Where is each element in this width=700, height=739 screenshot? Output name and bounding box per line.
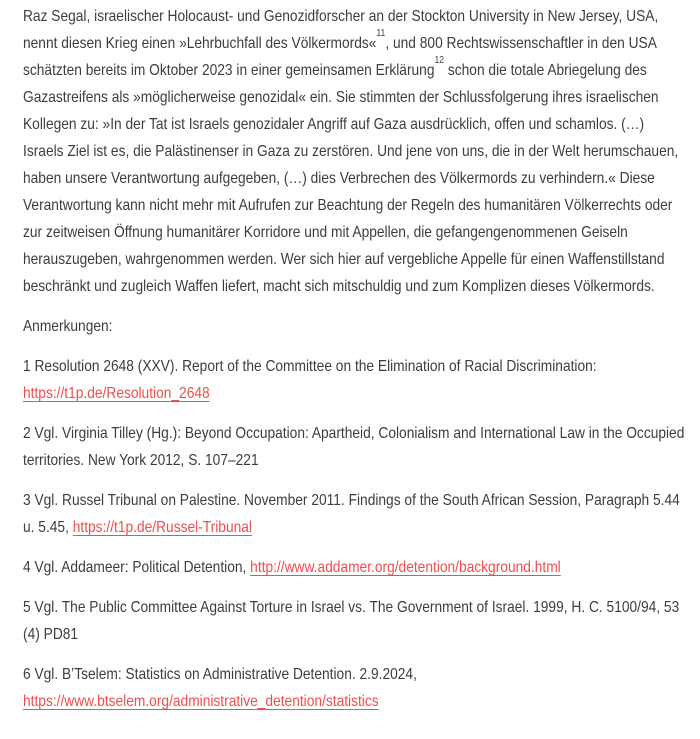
footnote-ref-11: 11 [376, 27, 386, 39]
paragraph-main-text-2: , und 800 Rechtswissenschaftler in den USA schätzten bereits im Oktober 2023 in einer gemeinsamen Erklärung [23, 35, 657, 79]
article-body [23, 3, 685, 715]
annotations-heading: Anmerkungen: [23, 318, 113, 335]
paragraph-main-text-3: schon die totale Abriegelung des Gazastreifens als »möglicherweise genozidal« ein. Sie stimmten der Schlussfolgerung ihres israelischen Kollegen zu: »In der Tat ist Israels genozidaler Angriff auf Gaza ausdrücklich, offen und schamlos. (…) Israels Ziel ist es, die Palästinenser in Gaza zu zerstören. Und jene von uns, die in der Welt herumschauen, haben unsere Verantwortung aufgegeben, (…) dies Verbrechen des Völkermords zu verhindern.« Diese Verantwortung kann nicht mehr mit Aufrufen zur Beachtung der Regeln des humanitären Völkerrechts oder zur zeitweisen Öffnung humanitärer Korridore und mit Appellen, die gefangengenommenen Geiseln herauszugeben, wahrgenommen werden. Wer sich hier auf vergebliche Appelle für einen Waffenstillstand beschränkt und zugleich Waffen liefert, macht sich mitschuldig und zum Komplizen dieses Völkermords. [23, 62, 679, 295]
footnote-3-link[interactable]: https://t1p.de/Russel-Tribunal [72, 519, 252, 536]
footnote-5 [23, 594, 685, 648]
footnote-4-text: 4 Vgl. Addameer: Political Detention, [23, 559, 251, 576]
footnote-5-text: 5 Vgl. The Public Committee Against Torture in Israel vs. The Government of Israel. 1999, H. C. 5100/94, 53 (4) PD81 [23, 599, 680, 643]
paragraph-main [23, 3, 685, 300]
footnote-3-text: 3 Vgl. Russel Tribunal on Palestine. November 2011. Findings of the South African Session, Paragraph 5.44 u. 5.45, [23, 492, 680, 536]
footnote-6 [23, 661, 685, 715]
footnote-4-link[interactable]: http://www.addamer.org/detention/background.html [250, 559, 561, 576]
paragraph-main-text-1: Raz Segal, israelischer Holocaust- und Genozidforscher an der Stockton University in New Jersey, USA, nennt diesen Krieg einen »Lehrbuchfall des Völkermords« [23, 8, 659, 52]
footnote-1-link[interactable]: https://t1p.de/Resolution_2648 [23, 385, 210, 402]
footnote-4 [23, 554, 685, 581]
footnote-6-link[interactable]: https://www.btselem.org/administrative_detention/statistics [23, 693, 379, 710]
footnote-6-text: 6 Vgl. B’Tselem: Statistics on Administrative Detention. 2.9.2024, [23, 666, 417, 683]
footnote-2-text: 2 Vgl. Virginia Tilley (Hg.): Beyond Occupation: Apartheid, Colonialism and International Law in the Occupied territories. New York 2012, S. 107–221 [23, 425, 685, 469]
footnote-2 [23, 420, 685, 474]
footnote-3 [23, 487, 685, 541]
footnote-1 [23, 353, 685, 407]
footnote-1-text: 1 Resolution 2648 (XXV). Report of the Committee on the Elimination of Racial Discrimination: [23, 358, 597, 375]
footnote-ref-12: 12 [434, 54, 445, 66]
